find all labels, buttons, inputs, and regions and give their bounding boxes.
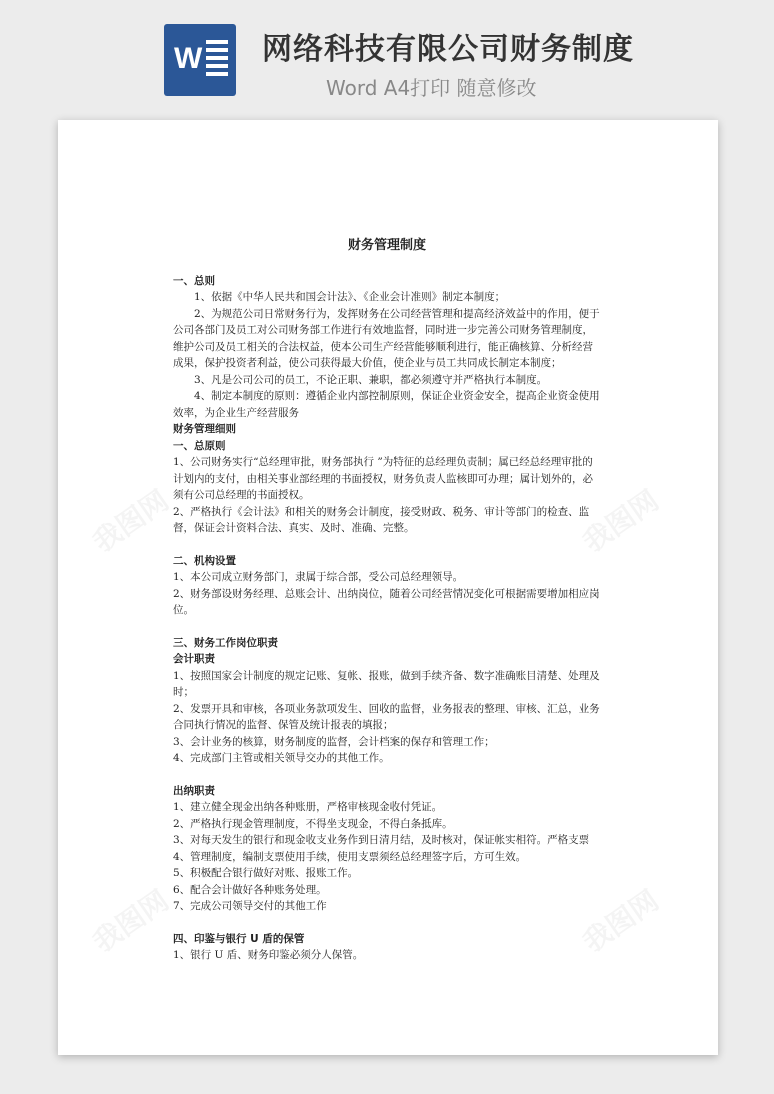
- document-body: [173, 238, 601, 964]
- paragraph-gap: [173, 619, 601, 635]
- section-heading: 二、机构设置: [173, 554, 236, 567]
- paragraph: 6、配合会计做好各种账务处理。: [173, 883, 327, 896]
- paragraph: 3、对每天发生的银行和现金收支业务作到日清月结，及时核对，保证帐实相符。严格支票: [173, 834, 590, 846]
- section-heading: 出纳职责: [173, 784, 215, 797]
- section-heading: 四、印鉴与银行 U 盾的保管: [173, 932, 305, 945]
- paragraph: 7、完成公司领导交付的其他工作: [173, 900, 327, 912]
- section-heading: 一、总则: [173, 274, 215, 287]
- paragraph: 2、发票开具和审核，各项业务款项发生、回收的监督，业务报表的整理、审核、汇总，业务合同执行情况的监督、保管及统计报表的填报；: [173, 702, 600, 731]
- watermark: 我图网: [576, 483, 665, 559]
- paragraph: 1、本公司成立财务部门，隶属于综合部，受公司总经理领导。: [173, 571, 464, 583]
- section-heading: 财务管理细则: [173, 423, 236, 435]
- paragraph: 2、严格执行现金管理制度，不得坐支现金，不得白条抵库。: [173, 817, 453, 830]
- paragraph: 4、制定本制度的原则：遵循企业内部控制原则，保证企业资金安全，提高企业资金使用效率，为企业生产经营服务: [173, 390, 600, 419]
- word-icon-letter: W: [174, 42, 203, 75]
- paragraph: 2、严格执行《会计法》和相关的财务会计制度，接受财政、税务、审计等部门的检查、监督，保证会计资料合法、真实、及时、准确、完整。: [173, 505, 590, 534]
- paragraph-gap: [173, 915, 601, 931]
- paragraph: 2、为规范公司日常财务行为，发挥财务在公司经营管理和提高经济效益中的作用，便于公司各部门及员工对公司财务部工作进行有效地监督，同时进一步完善公司财务管理制度，维护公司及员工相关的合法权益，使本公司生产经营能够顺利进行，能正确核算、分析经营成果，保护投资者利益，使公司获得最大价值，使企业与员工共同成长制定本制度；: [173, 307, 600, 369]
- paragraph: 1、建立健全现金出纳各种账册，严格审核现金收付凭证。: [173, 801, 443, 813]
- document-content: [173, 273, 601, 964]
- paragraph: 1、按照国家会计制度的规定记账、复帐、报账，做到手续齐备、数字准确账目清楚、处理及时；: [173, 669, 600, 698]
- watermark: 我图网: [86, 483, 175, 559]
- paragraph: 4、完成部门主管或相关领导交办的其他工作。: [173, 752, 390, 764]
- paragraph: 4、管理制度，编制支票使用手续，使用支票须经总经理签字后，方可生效。: [173, 850, 527, 863]
- document-title: 财务管理制度: [347, 238, 426, 253]
- paragraph: 3、凡是公司公司的员工，不论正职、兼职，都必须遵守并严格执行本制度。: [194, 373, 548, 386]
- page-title: 网络科技有限公司财务制度: [262, 32, 634, 67]
- watermark: 我图网: [86, 883, 175, 959]
- document-page: [58, 120, 718, 1055]
- paragraph: 1、依据《中华人民共和国会计法》、《企业会计准则》制定本制度；: [194, 291, 506, 303]
- section-heading: 一、总原则: [173, 439, 226, 452]
- header: [0, 0, 774, 110]
- section-heading: 三、财务工作岗位职责: [173, 636, 278, 649]
- word-icon-lines: [206, 40, 228, 80]
- paragraph: 2、财务部设财务经理、总账会计、出纳岗位，随着公司经营情况变化可根据需要增加相应岗位。: [173, 587, 600, 616]
- paragraph: 1、银行 U 盾、财务印鉴必须分人保管。: [173, 949, 364, 961]
- paragraph: 5、积极配合银行做好对账、报账工作。: [173, 867, 359, 879]
- paragraph-gap: [173, 537, 601, 553]
- word-icon: [164, 24, 236, 96]
- watermark: 我图网: [576, 883, 665, 959]
- paragraph: 1、公司财务实行“总经理审批，财务部执行 ”为特征的总经理负责制；属已经总经理审批的计划内的支付，由相关事业部经理的书面授权，财务负责人监核即可办理；属计划外的，必须有公司总经理的书面授权。: [173, 456, 593, 501]
- page-subtitle: Word A4打印 随意修改: [326, 76, 537, 100]
- section-heading: 会计职责: [173, 653, 215, 665]
- paragraph-gap: [173, 767, 601, 783]
- paragraph: 3、会计业务的核算，财务制度的监督，会计档案的保存和管理工作；: [173, 735, 495, 748]
